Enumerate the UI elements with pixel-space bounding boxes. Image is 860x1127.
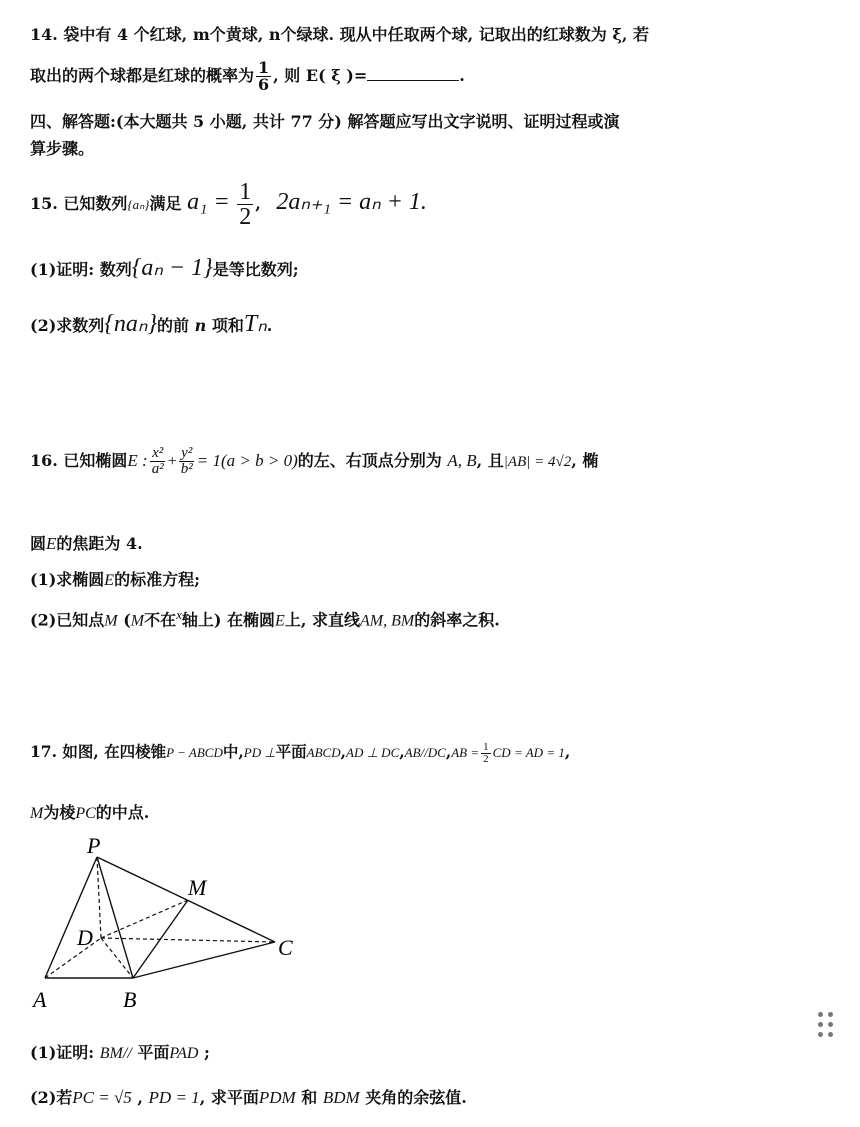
edge-DB bbox=[101, 938, 133, 978]
q17-s3: , bbox=[340, 742, 347, 761]
fraction-denominator: a² bbox=[151, 461, 164, 477]
q17-part2-c: , 求平面 bbox=[199, 1088, 259, 1107]
q17-line2-M: M bbox=[30, 805, 44, 822]
q17-c2: ABCD bbox=[306, 745, 341, 760]
q15-part1-post: 是等比数列; bbox=[212, 260, 299, 279]
q15-part1-text: (1)证明: 数列 bbox=[30, 260, 132, 279]
q16-AB: A, B bbox=[447, 451, 477, 470]
q17-part1-BM: BM// bbox=[99, 1045, 132, 1062]
q15-part1 bbox=[30, 253, 299, 282]
q17-part2-PDM: PDM bbox=[258, 1088, 296, 1107]
q14-text-post: , 则 E( ξ )= bbox=[273, 66, 368, 85]
q16-part1 bbox=[30, 567, 200, 590]
fraction-numerator: 1 bbox=[483, 740, 489, 753]
q16-eq-tail: = 1(a > b > 0) bbox=[196, 451, 298, 470]
q17-part2-e: 夹角的余弦值. bbox=[365, 1088, 467, 1107]
q15-a1: a₁ = bbox=[187, 189, 230, 215]
q16-y-fraction bbox=[179, 446, 195, 477]
q16-text-mid2: , 且 bbox=[476, 451, 504, 470]
q17-c4: AB//DC bbox=[404, 745, 446, 760]
q17-part1-PAD: PAD bbox=[169, 1045, 199, 1062]
drag-handle-icon[interactable] bbox=[818, 1012, 842, 1044]
q17-stem bbox=[30, 740, 570, 765]
q17-part2-PD: PD = 1 bbox=[148, 1088, 200, 1107]
q17-line2 bbox=[30, 800, 149, 823]
q16-part2-b: ( bbox=[123, 610, 131, 630]
q14-probability-fraction bbox=[256, 60, 271, 93]
q17-part1-end: ; bbox=[203, 1043, 210, 1062]
q15-part2-text: (2)求数列 bbox=[30, 316, 105, 335]
fraction-numerator: 1 bbox=[258, 58, 270, 77]
fraction-denominator: 2 bbox=[239, 204, 252, 230]
q17-part2-PC: PC = √5 bbox=[72, 1088, 132, 1107]
q15-part2-post: 项和 bbox=[211, 316, 244, 335]
q16-plus: + bbox=[167, 453, 177, 470]
q16-line2-post: 的焦距为 4. bbox=[56, 534, 143, 553]
q17-part2-BDM: BDM bbox=[322, 1088, 360, 1107]
q17-half-fraction bbox=[481, 742, 491, 765]
q16-text-mid: 的左、右顶点分别为 bbox=[297, 451, 442, 470]
q15-part1-math: {aₙ − 1} bbox=[131, 255, 213, 281]
q15-part2 bbox=[30, 309, 272, 338]
q16-text-end: , 椭 bbox=[571, 451, 599, 470]
fraction-denominator: 2 bbox=[483, 752, 489, 765]
q17-line2-PC: PC bbox=[75, 805, 96, 822]
edge-DC bbox=[101, 938, 275, 942]
q16-part2-lines: AM, BM bbox=[359, 612, 415, 630]
label-M: M bbox=[188, 875, 207, 900]
q17-part1 bbox=[30, 1040, 210, 1063]
q16-part2-x: x bbox=[176, 607, 182, 622]
q16-part2-E: E bbox=[275, 612, 285, 630]
q16-part2-M: M bbox=[104, 612, 118, 630]
q15-part2-T: Tₙ bbox=[243, 311, 267, 337]
q17-part1-pre: (1)证明: bbox=[30, 1043, 95, 1062]
q17-part2-b: , bbox=[137, 1088, 143, 1107]
q16-part2-a: (2)已知点 bbox=[30, 610, 105, 630]
q17-s2: 平面 bbox=[275, 742, 307, 761]
q15-separator: , bbox=[255, 194, 261, 213]
q15-part2-end: . bbox=[266, 316, 273, 335]
q15-recurrence: 2aₙ₊₁ = aₙ + 1. bbox=[276, 189, 427, 215]
q16-abs: |AB| = 4√2 bbox=[503, 454, 572, 470]
q16-part2-c: 不在 bbox=[144, 610, 177, 630]
q17-line2-b: 的中点. bbox=[95, 803, 150, 822]
fraction-numerator: x² bbox=[152, 445, 164, 461]
q15-part2-n: n bbox=[194, 316, 207, 335]
label-A: A bbox=[33, 987, 47, 1012]
pyramid-figure bbox=[25, 835, 325, 1015]
q15-half-fraction bbox=[237, 180, 253, 229]
q15-text-mid: 满足 bbox=[149, 194, 182, 213]
q17-part2 bbox=[30, 1085, 467, 1108]
fraction-numerator: y² bbox=[181, 445, 193, 461]
q14-text-pre: 取出的两个球都是红球的概率为 bbox=[30, 66, 255, 85]
q17-pyramid: P − ABCD bbox=[166, 745, 223, 760]
q17-s5: , bbox=[445, 742, 452, 761]
q17-line2-a: 为棱 bbox=[43, 803, 76, 822]
q16-part1-post: 的标准方程; bbox=[114, 570, 200, 589]
label-B: B bbox=[123, 987, 137, 1012]
q17-c6: CD = AD = 1 bbox=[492, 745, 565, 760]
q16-part2-e: 上, 求直线 bbox=[284, 610, 360, 630]
label-C: C bbox=[278, 935, 293, 960]
fraction-numerator: 1 bbox=[239, 179, 252, 205]
q17-s4: , bbox=[399, 742, 405, 761]
q16-text-pre: 16. 已知椭圆 bbox=[30, 451, 128, 470]
section4-heading-line1: 四、解答题:(本大题共 5 小题, 共计 77 分) 解答题应写出文字说明、证明过程或演 bbox=[30, 112, 620, 131]
q15-stem bbox=[30, 180, 427, 229]
q15-part2-mid: 的前 bbox=[157, 316, 190, 335]
q16-part2-d: 轴上) 在椭圆 bbox=[181, 610, 276, 630]
q15-part2-math: {naₙ} bbox=[104, 311, 158, 337]
q16-part2 bbox=[30, 607, 500, 630]
q16-part1-pre: (1)求椭圆 bbox=[30, 570, 105, 589]
q16-part2-M2: M bbox=[130, 612, 145, 630]
q14-line1: 14. 袋中有 4 个红球, m个黄球, n个绿球. 现从中任取两个球, 记取出的红球数为 ξ, 若 bbox=[30, 25, 649, 44]
q16-stem bbox=[30, 446, 598, 477]
q16-line2-E: E bbox=[46, 534, 57, 553]
section4-heading-line2: 算步骤。 bbox=[30, 139, 95, 158]
q16-line2-pre: 圆 bbox=[30, 534, 47, 553]
q14-line2 bbox=[30, 60, 465, 93]
edge-PC bbox=[97, 857, 275, 942]
q16-x-fraction bbox=[150, 446, 166, 477]
q17-c1: PD ⊥ bbox=[243, 745, 276, 760]
fraction-denominator: b² bbox=[180, 461, 193, 477]
q17-part1-mid: 平面 bbox=[137, 1043, 170, 1062]
q15-sequence: {aₙ} bbox=[127, 197, 150, 212]
edge-PB bbox=[97, 857, 133, 978]
q16-part2-f: 的斜率之积. bbox=[414, 610, 500, 630]
q16-line2 bbox=[30, 531, 143, 554]
answer-blank[interactable] bbox=[367, 66, 459, 81]
q17-s6: , bbox=[564, 742, 571, 761]
q15-text-pre: 15. 已知数列 bbox=[30, 194, 128, 213]
q17-part2-a: (2)若 bbox=[30, 1088, 73, 1107]
q16-eq-E: E : bbox=[127, 451, 148, 470]
label-D: D bbox=[77, 925, 93, 950]
q17-part2-d: 和 bbox=[301, 1088, 318, 1107]
q17-c3: AD ⊥ DC bbox=[346, 745, 400, 760]
q16-part1-E: E bbox=[104, 572, 115, 589]
label-P: P bbox=[87, 835, 101, 858]
q17-text-pre: 17. 如图, 在四棱锥 bbox=[30, 742, 167, 761]
fraction-denominator: 6 bbox=[258, 75, 270, 94]
q17-c5: AB = bbox=[451, 745, 480, 760]
q17-s1: 中, bbox=[222, 742, 244, 761]
q14-period: . bbox=[459, 66, 465, 85]
